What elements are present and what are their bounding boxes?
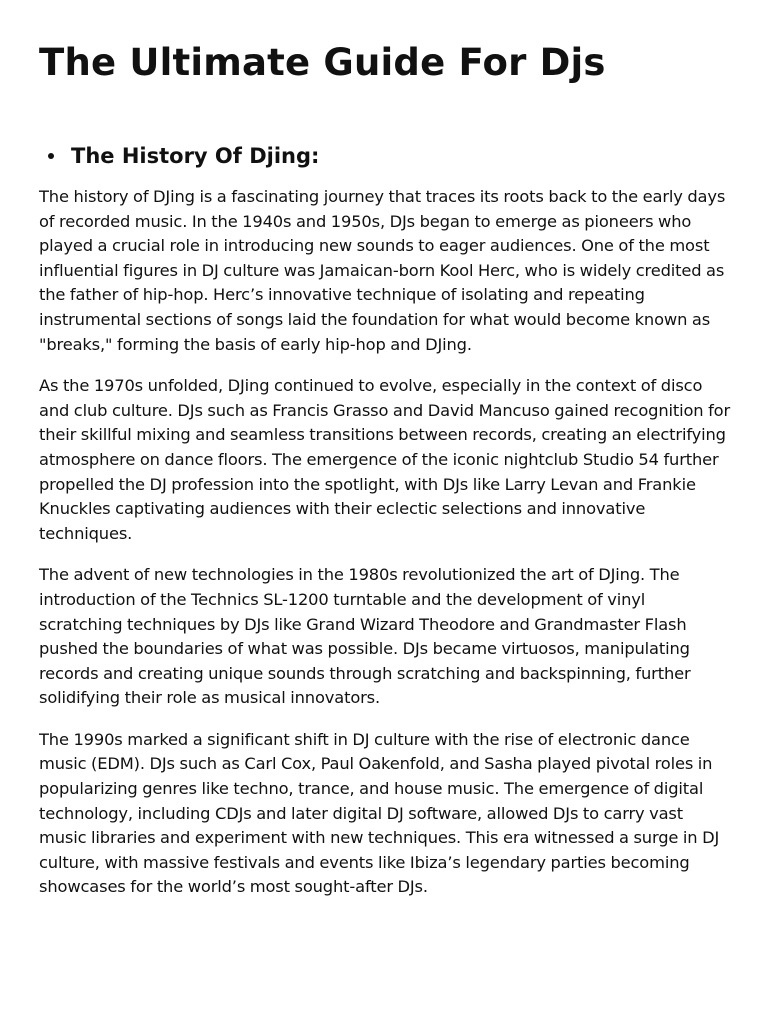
page-title: The Ultimate Guide For Djs xyxy=(39,41,606,84)
section-heading: The History Of Djing: xyxy=(71,144,320,168)
paragraph-1990s: The 1990s marked a significant shift in DJ culture with the rise of electronic dance music (EDM). DJs such as Carl Cox, Paul Oakenfold, and Sasha played pivotal roles in popularizing genres like techno, trance, and house music. The emergence of digital technology, including CDJs and later digital DJ software, allowed DJs to carry vast music libraries and experiment with new techniques. This era witnessed a surge in DJ culture, with massive festivals and events like Ibiza’s legendary parties becoming showcases for the world’s most sought-after DJs. xyxy=(39,729,720,897)
section-list-item xyxy=(39,140,319,172)
article-body xyxy=(39,185,731,917)
section-list xyxy=(39,140,319,172)
paragraph-1980s: The advent of new technologies in the 1980s revolutionized the art of DJing. The introduction of the Technics SL-1200 turntable and the development of vinyl scratching techniques by DJs like Grand Wizard Theodore and Grandmaster Flash pushed the boundaries of what was possible. DJs became virtuosos, manipulating records and creating unique sounds through scratching and backspinning, further solidifying their role as musical innovators. xyxy=(39,565,691,708)
bullet-icon xyxy=(48,153,54,159)
paragraph-1940s: The history of DJing is a fascinating journey that traces its roots back to the early days of recorded music. In the 1940s and 1950s, DJs began to emerge as pioneers who played a crucial role in introducing new sounds to eager audiences. One of the most influential figures in DJ culture was Jamaican-born Kool Herc, who is widely credited as the father of hip-hop. Herc’s innovative technique of isolating and repeating instrumental sections of songs laid the foundation for what would become known as "breaks," forming the basis of early hip-hop and DJing. xyxy=(39,187,726,354)
paragraph-1970s: As the 1970s unfolded, DJing continued to evolve, especially in the context of disco and club culture. DJs such as Francis Grasso and David Mancuso gained recognition for their skillful mixing and seamless transitions between records, creating an electrifying atmosphere on dance floors. The emergence of the iconic nightclub Studio 54 further propelled the DJ profession into the spotlight, with DJs like Larry Levan and Frankie Knuckles captivating audiences with their eclectic selections and innovative techniques. xyxy=(39,376,731,543)
